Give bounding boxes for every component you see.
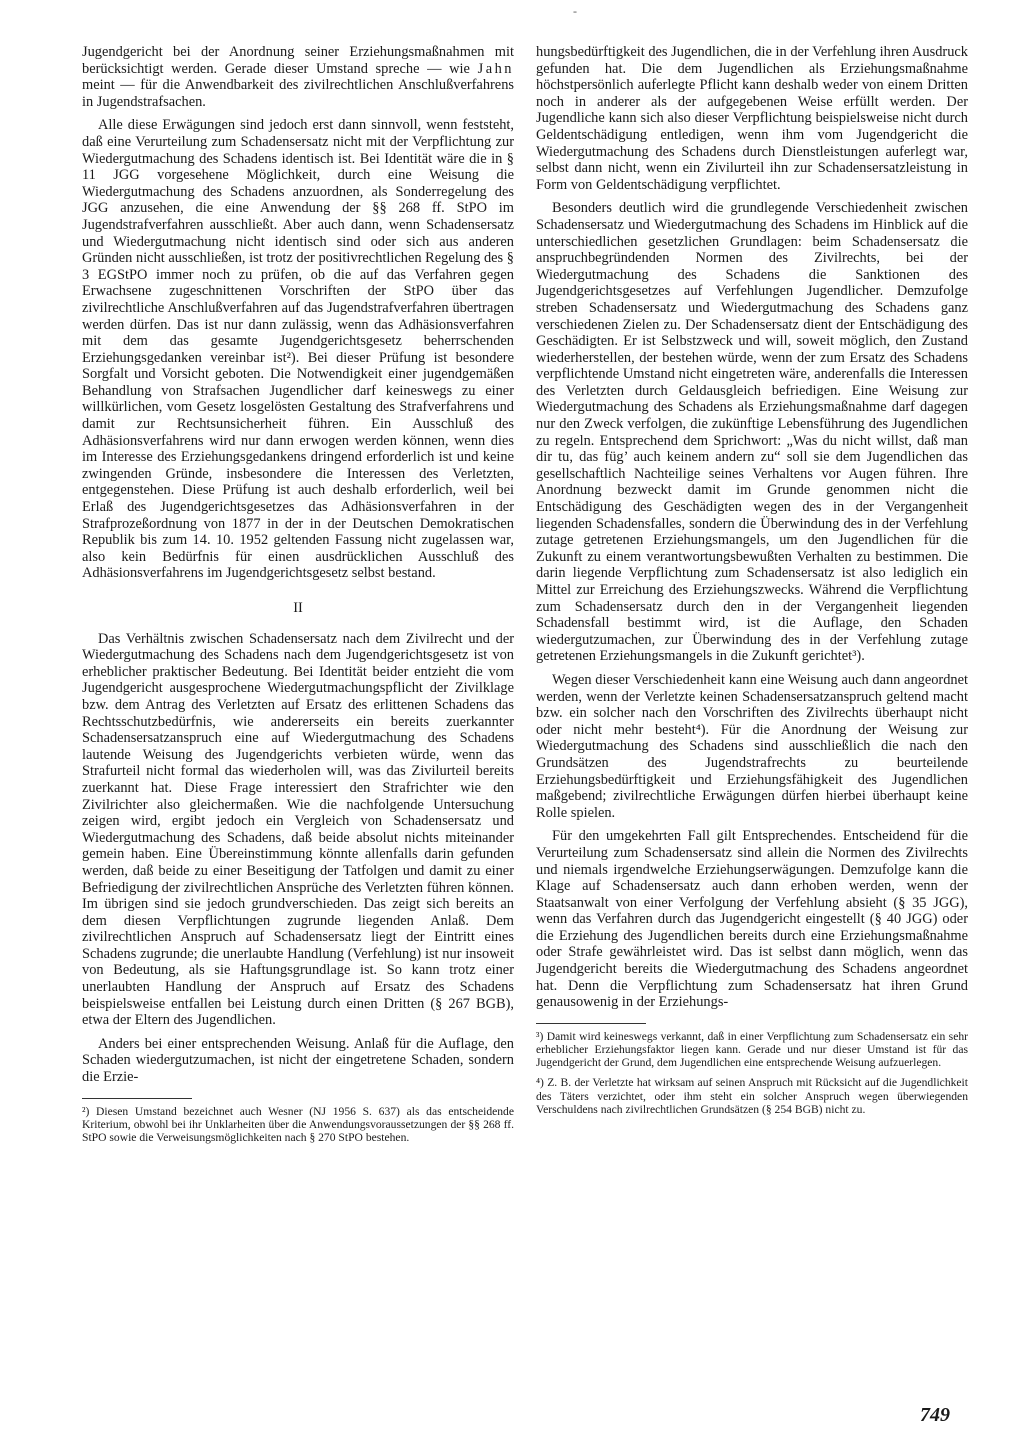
footnote-divider-right	[536, 1023, 646, 1024]
left-paragraph-2: Alle diese Erwägungen sind jedoch erst dann sinnvoll, wenn feststeht, daß eine Verurteilung zum Schadensersatz nicht mit der Verpflichtung zur Wiedergutmachung des Schadens identisch ist. Bei Identität wäre die in § 11 JGG vorgesehene Möglichkeit, durch eine Weisung die Wiedergutmachung des Schadens anzuordnen, als Sonderregelung des JGG anzusehen, die eine Anwendung der §§ 268 ff. StPO im Jugendstrafverfahren ausschließt. Aber auch dann, wenn Schadensersatz und Wiedergutmachung nicht identisch sind oder sich aus anderen Gründen nicht ausschließen, ist trotz der positivrechtlichen Regelung des § 3 EGStPO immer noch zu prüfen, ob die auf das Verfahren gegen Erwachsene zugeschnittenen Vorschriften der StPO über das zivilrechtliche Anschlußverfahren auf das Jugendstrafverfahren übertragen werden dürfen. Das ist nur dann zulässig, wenn das Adhäsionsverfahren mit dem das gesamte Jugendgerichtsgesetz beherrschenden Erziehungsgedanken vereinbar ist²). Bei dieser Prüfung ist besondere Sorgfalt und Vorsicht geboten. Die Notwendigkeit einer jugendgemäßen Behandlung von Strafsachen Jugendlicher darf keineswegs zu einer willkürlichen, vom Gesetz losgelösten Gestaltung des Strafverfahrens und damit zur Rechtsunsicherheit führen. Ein Ausschluß des Adhäsionsverfahrens wird nur dann erwogen werden können, wenn dies im Interesse des Erziehungsgedankens dringend erforderlich ist und keine zwingenden Gründe, insbesondere die Interessen des Verletzten, entgegenstehen. Diese Prüfung ist auch deshalb erforderlich, weil bei Erlaß des Jugendgerichtsgesetzes das Adhäsionsverfahren in der Strafprozeßordnung von 1877 in der in der Deutschen Demokratischen Republik bis zum 14. 10. 1952 geltenden Fassung nicht zugelassen war, also kein Bedürfnis für einen ausdrücklichen Ausschluß des Adhäsionsverfahrens im Jugendgerichtsgesetz selbst bestand.	[82, 117, 514, 582]
section-heading: II	[293, 600, 303, 616]
footnote-4: ⁴) Z. B. der Verletzte hat wirksam auf seinen Anspruch mit Rücksicht auf die Jugendlichkeit des Täters verzichtet, oder ihm steht ein solcher Anspruch wegen überwiegenden Verschuldens nach zivilrechtlichen Grundsätzen (§ 254 BGB) nicht zu.	[536, 1076, 968, 1116]
right-paragraph-2: Besonders deutlich wird die grundlegende Verschiedenheit zwischen Schadensersatz und Wiedergutmachung des Schadens im Hinblick auf die unterschiedlichen gesetzlichen Grundlagen: beim Schadensersatz die anspruchbegründenden Normen des Zivilrechts, bei der Wiedergutmachung des Schadens die Sanktionen des Jugendgerichtsgesetzes auf Verfehlungen Jugendlicher. Demzufolge streben Schadensersatz und Wiedergutmachung des Schadens ganz verschiedenen Zielen zu. Der Schadensersatz dient der Entschädigung des Geschädigten. Er ist Selbstzweck und will, soweit möglich, den Zustand wiederherstellen, der bestehen würde, wenn der zum Ersatz des Schadens verpflichtende Umstand nicht eingetreten wäre, anderenfalls die Interessen des Verletzten durch Geldausgleich befriedigen. Eine Weisung zur Wiedergutmachung des Schadens als Erziehungsmaßnahme darf dagegen nur den Zweck verfolgen, die zukünftige Lebensführung des Jugendlichen zu regeln. Entsprechend dem Sprichwort: „Was du nicht willst, daß man dir tu, das füg’ auch keinem andern zu“ soll sie dem Jugendlichen das gesellschaftlich Nachteilige seines Verhaltens vor Augen führen. Ihre Anordnung bezweckt damit im Grunde genommen nicht die Entschädigung des Geschädigten wegen des in der Vergangenheit liegenden Schadensfalles, sondern die Überwindung des in der Verfehlung zutage getretenen Erziehungsmangels, um den Jugendlichen für die Zukunft zu einem verantwortungsbewußten Verhalten zu bestimmen. Die darin liegende Verpflichtung zum Schadensersatz ist also lediglich ein Mittel zur Erreichung des Erziehungszwecks. Während die Verpflichtung zum Schadensersatz durch den in der Vergangenheit liegenden Schadensfall bestimmt wird, ist die Auflage, den Schaden wiedergutzumachen, zur Überwindung des in der Verfehlung zutage getretenen Erziehungsmangels in die Zukunft gerichtet³).	[536, 200, 968, 665]
right-paragraph-4: Für den umgekehrten Fall gilt Entsprechendes. Entscheidend für die Verurteilung zum Schadensersatz sind allein die Normen des Zivilrechts und niemals irgendwelche Erziehungserwägungen. Demzufolge kann die Klage auf Schadensersatz auch dann erhoben werden, wenn der Staatsanwalt von einer Verfolgung der Verfehlung absieht (§ 35 JGG), wenn das Verfahren durch das Jugendgericht eingestellt (§ 40 JGG) oder die Erziehung des Jugendlichen bereits durch eine Erziehungsmaßnahme oder Strafe gewährleistet wird. Das ist selbst dann möglich, wenn das Jugendgericht bereits die Wiedergutmachung des Schadens angeordnet hat. Denn die Verpflichtung zum Schadensersatz hat ihren Grund genausowenig in der Erziehungs-	[536, 828, 968, 1011]
right-paragraph-1: hungsbedürftigkeit des Jugendlichen, die in der Verfehlung ihren Ausdruck gefunden hat. Die dem Jugendlichen als Erziehungsmaßnahme höchstpersönlich auferlegte Pflicht kann deshalb weder von einem Dritten noch in anderer als der aufgegebenen Weise erfüllt werden. Der Jugendliche kann sich also dieser Verpflichtung beispielsweise nicht durch Geldentschädigung entledigen, wenn ihm vom Jugendgericht die Wiedergutmachung des Schadens durch Dienstleistungen auferlegt war, selbst dann nicht, wenn ein Zivilurteil ihn zur Schadensersatzleistung in Form von Geldentschädigung verpflichtet.	[536, 44, 968, 193]
footnote-3: ³) Damit wird keineswegs verkannt, daß in einer Verpflichtung zum Schadensersatz ein sehr erheblicher Erziehungsfaktor liegen kann. Gerade und nur dieser Umstand ist für das Jugendgericht der Grund, dem Jugendlichen eine entsprechende Weisung aufzuerlegen.	[536, 1029, 968, 1070]
left-column	[82, 44, 514, 1151]
top-mark: -	[573, 4, 577, 18]
left-paragraph-3: Das Verhältnis zwischen Schadensersatz nach dem Zivilrecht und der Wiedergutmachung des Schadens nach dem Jugendgerichtsgesetz ist von erheblicher praktischer Bedeutung. Bei Identität beider entzieht die vom Jugendgericht ausgesprochene Wiedergutmachungspflicht der Zivilklage bzw. dem Antrag des Verletzten auf Ersatz des erlittenen Schadens das Rechtsschutzbedürfnis, wie andererseits ein bereits zuerkannter Schadensersatzanspruch eine auf Wiedergutmachung des Schadens lautende Weisung des Jugendgerichts verbieten würde, wenn das Strafurteil nicht formal das wiederholen will, was das Zivilurteil bereits zuerkannt hat. Diese Frage interessiert den Strafrichter wie den Zivilrichter also gleichermaßen. Wie die nachfolgende Untersuchung zeigen wird, ergibt jedoch ein Vergleich von Schadensersatz und Wiedergutmachung des Schadens, daß beide absolut nichts miteinander gemein haben. Eine Übereinstimmung könnte allenfalls darin gefunden werden, daß beide zu einer Beseitigung der Tatfolgen und damit zu einer Befriedigung der zivilrechtlichen Ansprüche des Verletzten führen können. Im übrigen sind sie jedoch grundverschieden. Das zeigt sich bereits an dem diesen Verpflichtungen zugrunde liegenden Anlaß. Dem zivilrechtlichen Anspruch auf Schadensersatz liegt der Eintritt eines Schadens zugrunde; die unerlaubte Handlung (Verfehlung) ist nur insoweit von Bedeutung, als sie Haftungsgrundlage ist. So kann trotz einer unerlaubten Handlung der Anspruch auf Ersatz des Schadens beispielsweise entfallen bei Leistung durch einen Dritten (§ 267 BGB), etwa der Eltern des Jugendlichen.	[82, 630, 514, 1029]
left-paragraph-4: Anders bei einer entsprechenden Weisung. Anlaß für die Auflage, den Schaden wiedergutzumachen, ist nicht der eingetretene Schaden, sondern die Erzie-	[82, 1035, 514, 1086]
page-number: 749	[920, 1404, 950, 1426]
right-column	[536, 44, 968, 1123]
footnote-2: ²) Diesen Umstand bezeichnet auch Wesner (NJ 1956 S. 637) als das entscheidende Kriterium, obwohl bei ihr Unklarheiten über die Anwendungsvoraussetzungen der §§ 268 ff. StPO sowie die Verweisungsmöglichkeiten nach § 270 StPO bestehen.	[82, 1104, 514, 1145]
left-paragraph-1: Jugendgericht bei der Anordnung seiner Erziehungsmaßnahmen mit berücksichtigt werden. Gerade dieser Umstand spreche — wie Jahn meint — für die Anwendbarkeit des zivilrechtlichen Anschlußverfahrens in Jugendstrafsachen.	[82, 44, 514, 110]
right-paragraph-3: Wegen dieser Verschiedenheit kann eine Weisung auch dann angeordnet werden, wenn der Verletzte keinen Schadensersatzanspruch geltend macht bzw. ein solcher nach den Vorschriften des Zivilrechts überhaupt nicht oder nicht mehr besteht⁴). Für die Anordnung der Weisung zur Wiedergutmachung des Schadens sind ausschließlich die nach den Grundsätzen des Jugendstrafrechts zu beurteilende Erziehungsbedürftigkeit und Erziehungsfähigkeit des Jugendlichen maßgebend; zivilrechtliche Erwägungen dürfen hierbei überhaupt keine Rolle spielen.	[536, 671, 968, 821]
author-name: Jahn	[477, 60, 514, 77]
footnote-divider	[82, 1098, 192, 1099]
